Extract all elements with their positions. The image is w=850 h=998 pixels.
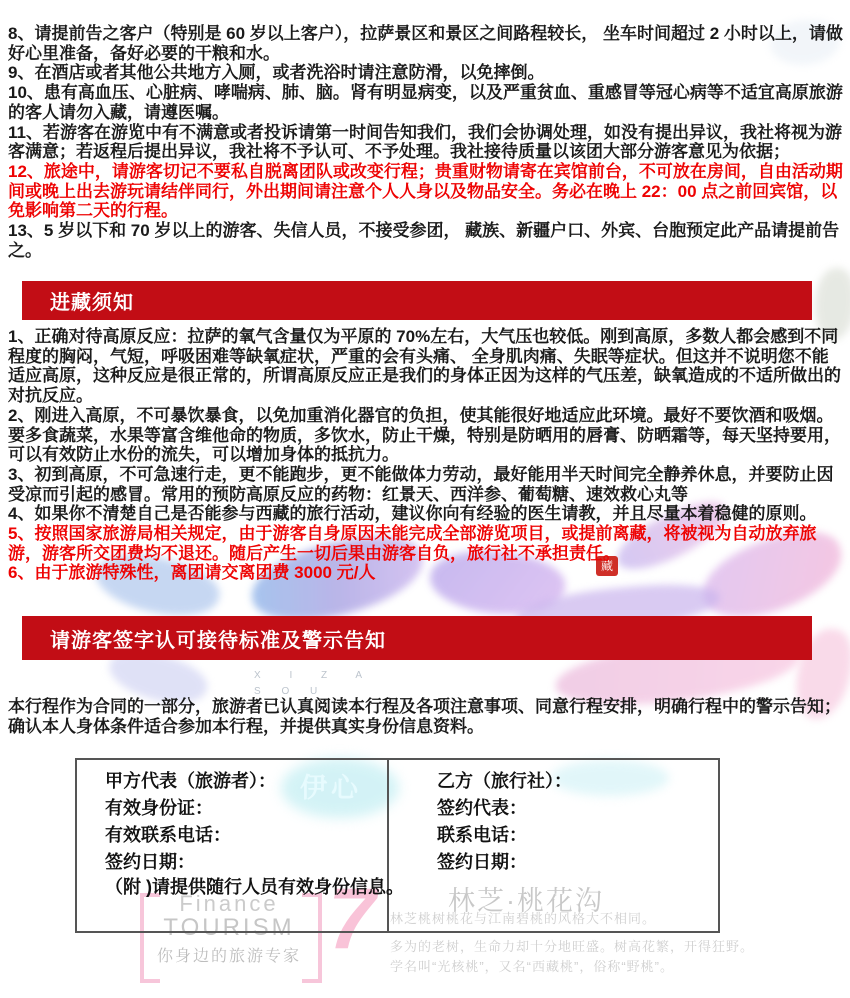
yixin-watermark-text: 伊心	[300, 773, 362, 803]
tibet-item-6: 6、由于旅游特殊性，离团请交离团费 3000 元/人	[8, 563, 376, 583]
tibet-item-3: 3、初到高原，不可急速行走，更不能跑步，更不能做体力劳动，最好能用半天时间完全静养休息，并要防止因受凉而引起的感冒。常用的预防高原反应的药物：红景天、西洋参、葡萄糖、速效救心丸等	[8, 464, 834, 504]
tibet-notice-title: 进藏须知	[50, 292, 134, 314]
party-a-phone-label: 有效联系电话：	[105, 825, 231, 845]
tibet-item-4: 4、如果你不清楚自己是否能参与西藏的旅行活动，建议你向有经验的医生请教，并且尽量本着稳健的原则。	[8, 504, 817, 524]
party-b-agent-label: 签约代表：	[437, 798, 527, 818]
party-b-label: 乙方（旅行社）：	[437, 771, 572, 791]
party-b-phone-label: 联系电话：	[437, 825, 527, 845]
nyingchi-caption: 学名叫“光核桃”，又名“西藏桃”，俗称“野桃”。	[390, 959, 674, 974]
xizang-letters-watermark: S O U	[254, 686, 327, 697]
party-a-date-label: 签约日期：	[105, 852, 195, 872]
party-a-note: （附 )请提供随行人员有效身份信息。	[105, 877, 404, 897]
signature-section-title: 请游客签字认可接待标准及警示告知	[50, 629, 386, 652]
pink-numeral-watermark: 7	[328, 871, 376, 967]
xizang-letters-watermark: X I Z A	[254, 670, 376, 681]
notice-item-11: 11、若游客在游览中有不满意或者投诉请第一时间告知我们，我们会协调处理，如没有提出异议，我社将视为游客满意；若返程后提出异议，我社将不予认可、不予处理。我社接待质量以该团大部分游客意见为依据；	[8, 122, 842, 162]
table-column-divider	[387, 760, 389, 931]
nyingchi-caption: 多为的老树，生命力却十分地旺盛。树高花繁，开得狂野。	[390, 939, 755, 954]
signature-section-banner	[22, 616, 812, 660]
tibet-item-5: 5、按照国家旅游局相关规定，由于游客自身原因未能完成全部游览项目，或提前离藏，将被视为自动放弃旅游，游客所交团费均不退还。随后产生一切后果由游客自负，旅行社不承担责任。	[8, 524, 817, 563]
nyingchi-title-watermark: 林芝·桃花沟	[448, 886, 604, 916]
notice-item-12: 12、旅途中，请游客切记不要私自脱离团队或改变行程；贵重财物请寄在宾馆前台，不可放在房间，自由活动期间或晚上出去游玩请结伴同行，外出期间请注意个人人身以及物品安全。务必在晚上 22：00 点之前回宾馆，以免影响第二天的行程。	[8, 161, 843, 221]
signature-table	[75, 758, 720, 933]
notice-item-8: 8、请提前告之客户（特别是 60 岁以上客户），拉萨景区和景区之间路程较长， 坐车时间超过 2 小时以上，请做好心里准备，备好必要的干粮和水。	[8, 24, 843, 63]
party-b-date-label: 签约日期：	[437, 852, 527, 872]
brand-slogan-watermark: 你身边的旅游专家	[156, 948, 301, 965]
agreement-paragraph: 本行程作为合同的一部分，旅游者已认真阅读本行程及各项注意事项、同意行程安排，明确行程中的警示告知；确认本人身体条件适合参加本行程，并提供真实身份信息资料。	[8, 697, 841, 736]
tibet-item-1: 1、正确对待高原反应：拉萨的氧气含量仅为平原的 70%左右，大气压也较低。刚到高原，多数人都会感到不同程度的胸闷，气短，呼吸困难等缺氧症状，严重的会有头痛、 全身肌肉痛、失眠等症状。但这并不说明您不能适应高原，这种反应是很正常的，所谓高原反应正是我们的身体正因为这样的气压差，缺氧造成的不适所做出的对抗反应。	[8, 327, 841, 406]
nyingchi-caption: 林芝桃树桃花与江南碧桃的风格大不相同。	[390, 911, 657, 926]
finance-watermark: Finance	[179, 891, 279, 916]
tourism-watermark: TOURISM	[163, 914, 295, 941]
tibet-seal-stamp: 藏	[596, 556, 618, 576]
notice-item-10: 10、患有高血压、心脏病、哮喘病、肺、脑。肾有明显病变，以及严重贫血、重感冒等冠心病等不适宜高原旅游的客人请勿入藏，请遵医嘱。	[8, 83, 843, 122]
general-notice-list	[8, 24, 844, 260]
notice-item-9: 9、在酒店或者其他公共地方入厕，或者洗浴时请注意防滑，以免摔倒。	[8, 63, 545, 83]
party-a-representative-label: 甲方代表（旅游者）：	[105, 771, 276, 791]
notice-item-13: 13、5 岁以下和 70 岁以上的游客、失信人员，不接受参团， 藏族、新疆户口、外宾、台胞预定此产品请提前告之。	[8, 221, 840, 260]
tibet-notice-banner	[22, 281, 812, 320]
tibet-item-2: 2、刚进入高原，不可暴饮暴食，以免加重消化器官的负担，使其能很好地适应此环境。最好不要饮酒和吸烟。要多食蔬菜，水果等富含维他命的物质，多饮水，防止干燥，特别是防晒用的唇膏、防晒霜等，每天坚持要用，可以有效防止水份的流失，可以增加身体的抵抗力。	[8, 405, 841, 465]
party-a-id-label: 有效身份证：	[105, 798, 213, 818]
tibet-notice-list	[8, 327, 844, 583]
